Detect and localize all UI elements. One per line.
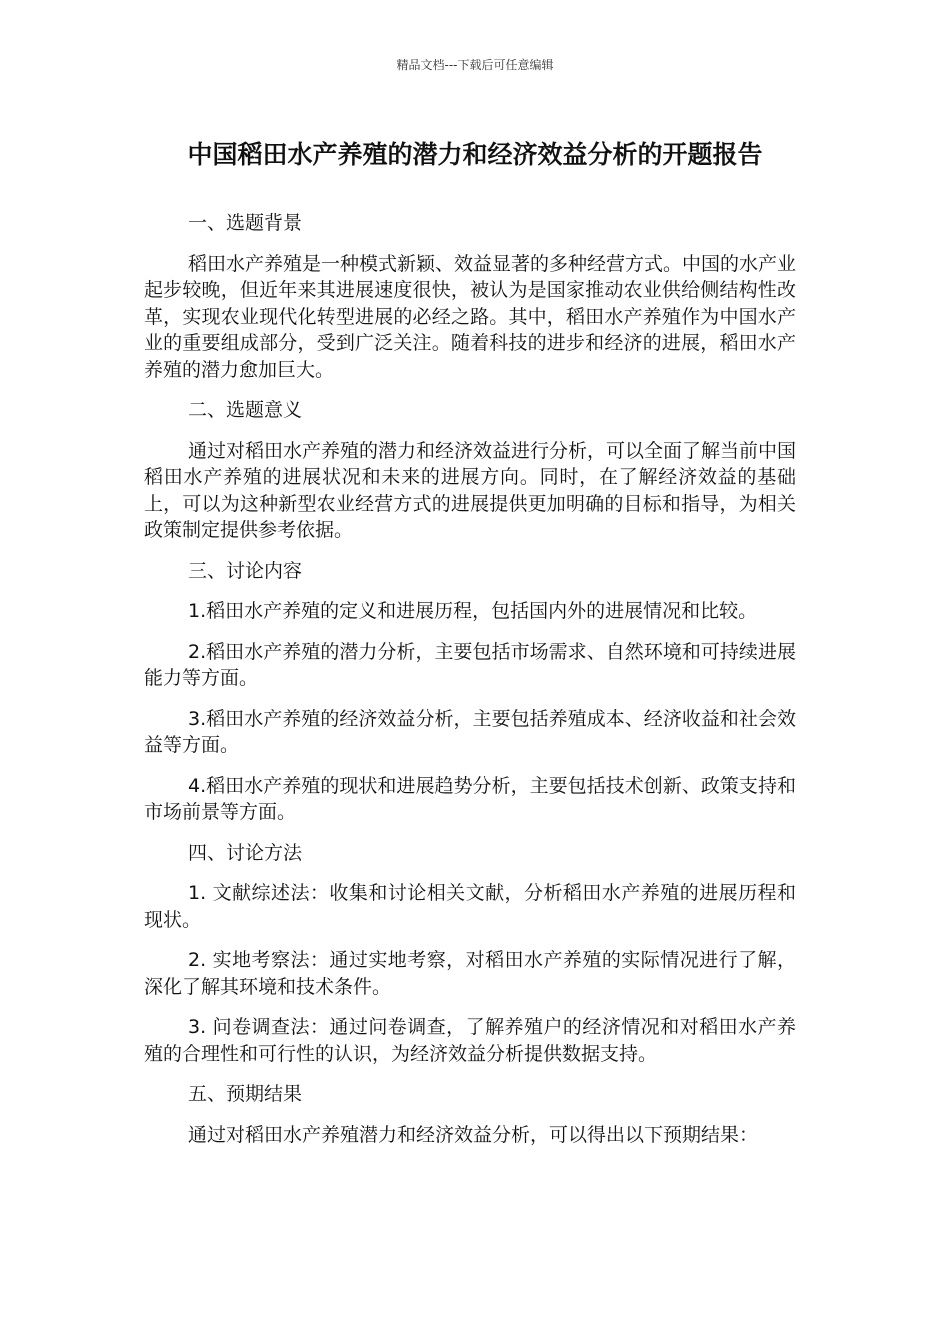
list-item: 3.稻田水产养殖的经济效益分析，主要包括养殖成本、经济收益和社会效益等方面。 — [144, 707, 796, 756]
list-item: 2. 实地考察法：通过实地考察，对稻田水产养殖的实际情况进行了解，深化了解其环境和技术条件。 — [144, 949, 796, 998]
section-heading: 五、预期结果 — [188, 1083, 303, 1105]
list-item: 1. 文献综述法：收集和讨论相关文献，分析稻田水产养殖的进展历程和现状。 — [144, 882, 796, 931]
section-heading: 三、讨论内容 — [188, 559, 303, 582]
list-item: 1.稻田水产养殖的定义和进展历程，包括国内外的进展情况和比较。 — [188, 600, 758, 622]
paragraph: 通过对稻田水产养殖的潜力和经济效益进行分析，可以全面了解当前中国稻田水产养殖的进展状况和未来的进展方向。同时，在了解经济效益的基础上，可以为这种新型农业经营方式的进展提供更加明确的目标和指导，为相关政策制定提供参考依据。 — [144, 439, 797, 541]
section-heading: 四、讨论方法 — [188, 841, 303, 864]
section-heading: 一、选题背景 — [188, 212, 303, 234]
paragraph: 通过对稻田水产养殖潜力和经济效益分析，可以得出以下预期结果： — [188, 1123, 759, 1146]
document-title: 中国稻田水产养殖的潜力和经济效益分析的开题报告 — [187, 140, 763, 169]
list-item: 3. 问卷调查法：通过问卷调查，了解养殖户的经济情况和对稻田水产养殖的合理性和可行性的认识，为经济效益分析提供数据支持。 — [144, 1016, 796, 1065]
header-note: 精品文档---下载后可任意编辑 — [396, 58, 554, 72]
document-body — [144, 210, 796, 1148]
list-item: 4.稻田水产养殖的现状和进展趋势分析，主要包括技术创新、政策支持和市场前景等方面。 — [144, 774, 796, 823]
section-heading: 二、选题意义 — [188, 399, 303, 421]
paragraph: 稻田水产养殖是一种模式新颖、效益显著的多种经营方式。中国的水产业起步较晚，但近年来其进展速度很快，被认为是国家推动农业供给侧结构性改革，实现农业现代化转型进展的必经之路。其中，稻田水产养殖作为中国水产业的重要组成部分，受到广泛关注。随着科技的进步和经济的进展，稻田水产养殖的潜力愈加巨大。 — [144, 252, 797, 381]
list-item: 2.稻田水产养殖的潜力分析，主要包括市场需求、自然环境和可持续进展能力等方面。 — [144, 640, 796, 689]
